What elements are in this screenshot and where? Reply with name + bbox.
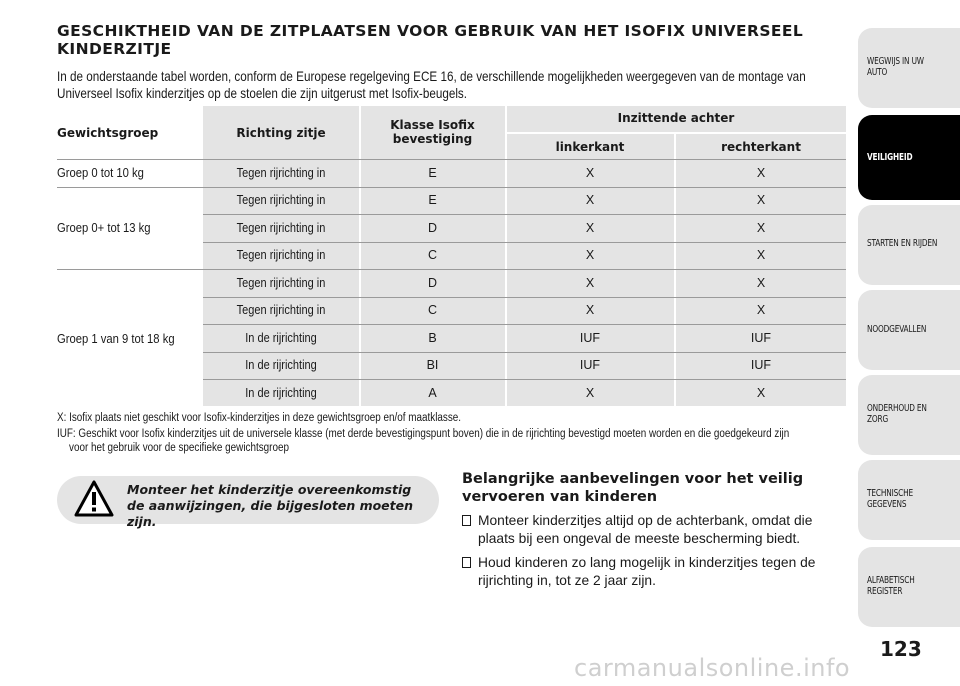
header-isofix-line2: bevestiging bbox=[392, 132, 473, 146]
cell-left: X bbox=[585, 221, 595, 235]
cell-direction: In de rijrichting bbox=[245, 358, 317, 372]
page-number: 123 bbox=[880, 637, 922, 661]
sidebar-tab-starten[interactable] bbox=[858, 205, 960, 285]
watermark: carmanualsonline.info bbox=[574, 654, 851, 682]
cell-left: X bbox=[585, 386, 595, 400]
warning-text: Monteer het kinderzitje overeenkomstig de aanwijzingen, die bijgesloten moeten zijn. bbox=[127, 482, 414, 529]
table-notes bbox=[57, 411, 857, 455]
note-x: X: Isofix plaats niet geschikt voor Isofix-kinderzitjes in deze gewichtsgroep en/of maatklasse. bbox=[57, 412, 462, 424]
group-label: Groep 0 tot 10 kg bbox=[57, 166, 144, 180]
cell-class: B bbox=[428, 331, 437, 345]
cell-left: IUF bbox=[579, 358, 601, 372]
cell-class: C bbox=[427, 303, 438, 317]
section-title: GESCHIKTHEID VAN DE ZITPLAATSEN VOOR GEBRUIK VAN HET ISOFIX UNIVERSEEL KINDERZITJE bbox=[57, 22, 804, 58]
cell-direction: Tegen rijrichting in bbox=[236, 166, 326, 180]
sidebar-tab-alfabetisch[interactable] bbox=[858, 547, 960, 627]
isofix-table bbox=[57, 106, 846, 406]
cell-left: X bbox=[585, 303, 595, 317]
cell-direction: Tegen rijrichting in bbox=[236, 248, 326, 262]
cell-direction: Tegen rijrichting in bbox=[236, 303, 326, 317]
cell-direction: Tegen rijrichting in bbox=[236, 276, 326, 290]
advice-bullet bbox=[462, 554, 842, 590]
checkbox-bullet-icon bbox=[462, 557, 471, 568]
cell-right: IUF bbox=[750, 358, 772, 372]
cell-class: D bbox=[427, 276, 438, 290]
warning-triangle-icon bbox=[74, 480, 114, 518]
sidebar-tab-wegwijs[interactable] bbox=[858, 28, 960, 108]
advice-bullet-text: Houd kinderen zo lang mogelijk in kinderzitjes tegen de rijrichting in, tot ze 2 jaar zijn. bbox=[478, 555, 816, 588]
cell-right: IUF bbox=[750, 331, 772, 345]
advice-bullet-text: Monteer kinderzitjes altijd op de achterbank, omdat die plaats bij een ongeval de meeste bescherming biedt. bbox=[478, 513, 813, 546]
sidebar-tab-label: TECHNISCHE GEGEVENS bbox=[867, 488, 913, 510]
sidebar-tab-technische[interactable] bbox=[858, 460, 960, 540]
sidebar-tab-label: WEGWIJS IN UW AUTO bbox=[867, 56, 924, 78]
cell-right: X bbox=[756, 193, 766, 207]
header-isofix-class bbox=[360, 118, 505, 146]
advice-bullet bbox=[462, 512, 842, 548]
cell-right: X bbox=[756, 221, 766, 235]
checkbox-bullet-icon bbox=[462, 515, 471, 526]
header-direction: Richting zitje bbox=[236, 126, 326, 140]
cell-class: E bbox=[428, 193, 437, 207]
cell-right: X bbox=[756, 166, 766, 180]
cell-right: X bbox=[756, 276, 766, 290]
sidebar-tab-veiligheid[interactable] bbox=[858, 115, 960, 200]
group-label: Groep 1 van 9 tot 18 kg bbox=[57, 332, 175, 346]
header-group: Gewichtsgroep bbox=[57, 126, 159, 140]
cell-direction: Tegen rijrichting in bbox=[236, 221, 326, 235]
advice-section bbox=[462, 470, 842, 590]
sidebar-tab-label: ONDERHOUD EN ZORG bbox=[867, 403, 927, 425]
cell-class: A bbox=[428, 386, 437, 400]
cell-right: X bbox=[756, 303, 766, 317]
group-label: Groep 0+ tot 13 kg bbox=[57, 221, 151, 235]
sidebar-tab-label: ALFABETISCH REGISTER bbox=[867, 575, 915, 597]
cell-class: D bbox=[427, 221, 438, 235]
sidebar-tab-label: NOODGEVALLEN bbox=[867, 324, 927, 335]
note-iuf-continued: voor het gebruik voor de specifieke gewichtsgroep bbox=[69, 442, 289, 454]
cell-class: E bbox=[428, 166, 437, 180]
sidebar-tab-noodgevallen[interactable] bbox=[858, 290, 960, 370]
cell-left: X bbox=[585, 193, 595, 207]
sidebar-tab-label: STARTEN EN RIJDEN bbox=[867, 238, 938, 249]
header-isofix-line1: Klasse Isofix bbox=[390, 118, 475, 132]
header-right: rechterkant bbox=[721, 140, 801, 154]
header-rear: Inzittende achter bbox=[617, 111, 735, 125]
advice-heading: Belangrijke aanbevelingen voor het veilig vervoeren van kinderen bbox=[462, 471, 804, 505]
cell-right: X bbox=[756, 248, 766, 262]
sidebar-tab-label: VEILIGHEID bbox=[867, 152, 913, 163]
cell-direction: In de rijrichting bbox=[245, 386, 317, 400]
cell-left: X bbox=[585, 166, 595, 180]
rear-header-rule bbox=[506, 132, 846, 134]
intro-paragraph: In de onderstaande tabel worden, conform de Europese regelgeving ECE 16, de verschillende mogelijkheden weergegeven van de montage van Universeel Isofix kinderzitjes op de stoelen die zijn uitgerust met Isofix-beugels. bbox=[57, 69, 806, 101]
header-left: linkerkant bbox=[555, 140, 625, 154]
cell-class: BI bbox=[426, 358, 439, 372]
cell-direction: Tegen rijrichting in bbox=[236, 193, 326, 207]
cell-direction: In de rijrichting bbox=[245, 331, 317, 345]
warning-box bbox=[57, 476, 439, 529]
cell-left: IUF bbox=[579, 331, 601, 345]
cell-right: X bbox=[756, 386, 766, 400]
cell-class: C bbox=[427, 248, 438, 262]
note-iuf: IUF: Geschikt voor Isofix kinderzitjes uit de universele klasse (met derde bevestigingspunt boven) die in de rijrichting bevestigd moeten worden en die goedgekeurd zijn bbox=[57, 428, 790, 440]
cell-left: X bbox=[585, 276, 595, 290]
sidebar-tab-onderhoud[interactable] bbox=[858, 375, 960, 455]
cell-left: X bbox=[585, 248, 595, 262]
